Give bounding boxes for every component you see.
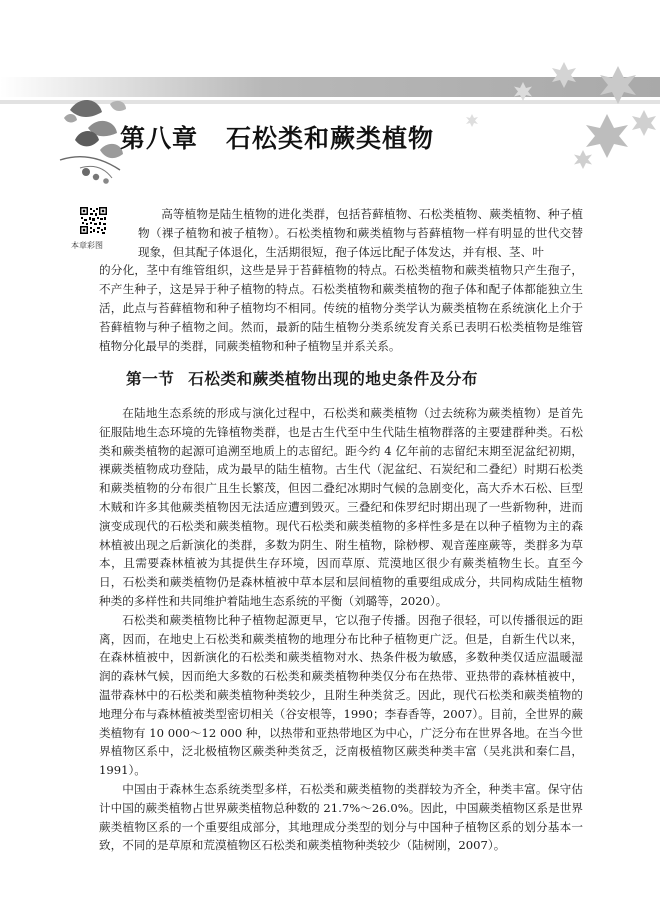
paragraph: 在陆地生态系统的形成与演化过程中，石松类和蕨类植物（过去统称为蕨类植物）是首先征服陆地生态环境的先锋植物类群，也是古生代至中生代陆生植物群落的主要建群种类。石松类和蕨类植物的起源可追溯至地质上的志留纪。距今约 4 亿年前的志留纪末期至泥盆纪初期，裸蕨类植物成功登陆，成为最早的陆生植物。古生代（泥盆纪、石炭纪和二叠纪）时期石松类和蕨类植物的分布很广且生长繁茂，但因二叠纪冰期时气候的急剧变化，高大乔木石松、巨型木贼和许多其他蕨类植物因无法适应遭到毁灭。三叠纪和侏罗纪时期出现了一些新物种，进而演变成现代的石松类和蕨类植物。现代石松类和蕨类植物的多样性多是在以种子植物为主的森林植被出现之后新演化的类群，多数为阴生、附生植物，除桫椤、观音莲座蕨等，类群多为草本，且需要森林植被为其提供生存环境，因而草原、荒漠地区很少有蕨类植物生长。直至今日，石松类和蕨类植物仍是森林植被中草本层和层间植物的重要组成成分，共同构成陆生植物种类的多样性和共同维护着陆地生态系统的平衡（刘璐等，2020）。: [99, 406, 583, 608]
floral-ornament-left: [60, 100, 126, 184]
paragraph: 石松类和蕨类植物比种子植物起源更早，它以孢子传播。因孢子很轻，可以传播很远的距离，因而，在地史上石松类和蕨类植物的地理分布比种子植物更广泛。但是，自新生代以来，在森林植被中，因新演化的石松类和蕨类植物对水、热条件极为敏感，多数种类仅适应温暖湿润的森林气候，因而绝大多数的石松类和蕨类植物种类仅分布在热带、亚热带的森林植被中，温带森林中的石松类和蕨类植物种类较少，且附生种类贫乏。因此，现代石松类和蕨类植物的地理分布与森林植被类型密切相关（谷安根等，1990；李春香等，2007）。目前，全世界的蕨类植物有 10 000～12 000 种，以热带和亚热带地区为中心，广泛分布在世界各地。在当今世界植物区系中，泛北极植物区蕨类种类贫乏，泛南极植物区蕨类种类丰富（吴兆洪和秦仁昌，1991）。: [99, 612, 583, 778]
banner-thin-stripe: [0, 100, 660, 104]
paragraph: 中国由于森林生态系统类型多样，石松类和蕨类植物的类群较为齐全，种类丰富。保守估计中国的蕨类植物占世界蕨类植物总种数的 21.7%～26.0%。因此，中国蕨类植物区系是世界蕨类植物区系的一个重要组成部分，其地理成分类型的划分与中国种子植物区系的划分基本一致，不同的是草原和荒漠植物区石松类和蕨类植物种类较少（陆树刚，2007）。: [99, 781, 583, 853]
intro-paragraph-tail: 的分化，茎中有维管组织，这些是异于苔藓植物的特点。石松类植物和蕨类植物只产生孢子，不产生种子，这是异于种子植物的特点。石松类植物和蕨类植物的孢子体和配子体都能独立生活，此点与苔藓植物和种子植物均不相同。传统的植物分类学认为蕨类植物在系统演化上介于苔藓植物与种子植物之间。然而，最新的陆生植物分类系统发育关系已表明石松类植物是维管植物分化最早的类群，同蕨类植物和种子植物呈并系关系。: [99, 263, 583, 353]
chapter-banner: [0, 0, 660, 205]
chapter-intro: [99, 205, 583, 355]
section-number: 第一节: [126, 370, 175, 388]
qr-caption: 本章彩图: [71, 241, 103, 250]
banner-graphic: [0, 0, 660, 205]
chapter-name: 石松类和蕨类植物: [226, 124, 435, 153]
section-body: [99, 404, 583, 855]
chapter-number: 第八章: [120, 124, 199, 153]
chapter-title: [120, 119, 434, 155]
section-name: 石松类和蕨类植物出现的地史条件及分布: [188, 370, 478, 388]
section-title: [126, 367, 478, 389]
intro-paragraph-head: [99, 205, 583, 261]
intro-text-head: 高等植物是陆生植物的进化类群，包括苔藓植物、石松类植物、蕨类植物、种子植物（裸子植物和被子植物）。石松类植物和蕨类植物与苔藓植物一样有明显的世代交替现象，但其配子体退化，生活期很短，孢子体远比配子体发达，并有根、茎、叶: [138, 207, 583, 259]
